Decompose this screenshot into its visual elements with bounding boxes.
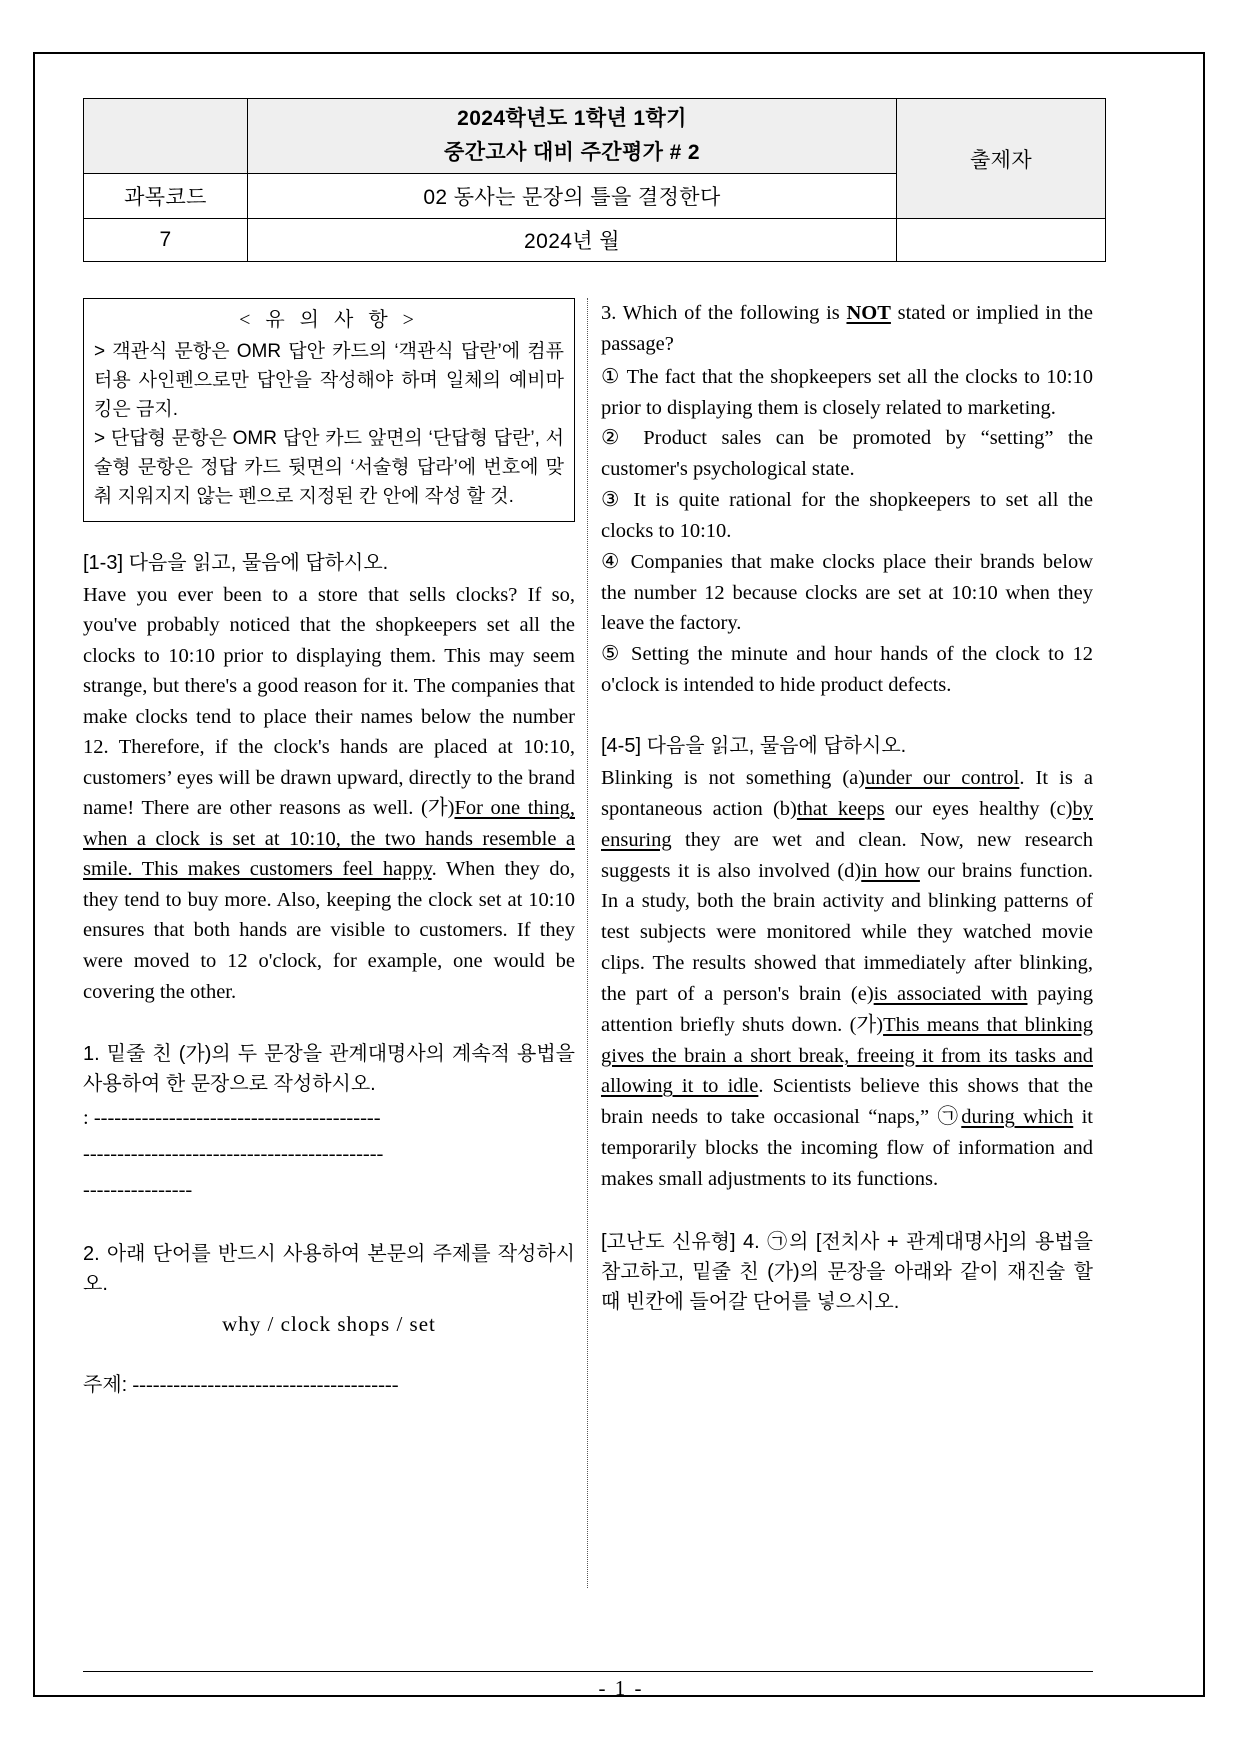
- p2-text-6: paying attention briefly shuts down.: [601, 982, 1093, 1036]
- question-4-text: [고난도 신유형] 4. ㉠의 [전치사 + 관계대명사]의 용법을 참고하고, 밑줄 친 (가)의 문장을 아래와 같이 재진술 할 때 빈칸에 들어갈 단어를 넣으시오.: [601, 1230, 1093, 1313]
- header-subject-title: 02 동사는 문장의 틀을 결정한다: [248, 174, 897, 219]
- q3-stem-not-keyword: NOT: [846, 302, 891, 324]
- notice-title: < 유 의 사 항 >: [239, 309, 419, 331]
- question-2-word-list: why / clock shops / set: [222, 1311, 436, 1336]
- reading-passage-2: [601, 763, 1093, 1195]
- header-subject-code-value: 7: [84, 219, 248, 262]
- instruction-4-5: [4-5] 다음을 읽고, 물음에 답하시오.: [601, 734, 907, 757]
- passage-underlined-ga: For one thing, when a clock is set at 10:10, the two hands resemble a smile. This makes customers feel happy: [83, 797, 575, 881]
- header-row-date: [84, 219, 1106, 262]
- header-blank-top-left: [84, 99, 248, 174]
- spacer-after-q3: [601, 701, 1093, 731]
- header-writer-value: [897, 219, 1106, 262]
- notice-item-1: > 객관식 문항은 OMR 답안 카드의 ‘객관식 답란’에 컴퓨터용 사인펜으로만 답안을 작성해야 하며 일체의 예비마킹은 금지.: [94, 341, 564, 421]
- answer-dash-line-3: ----------------: [83, 1178, 193, 1201]
- theme-label: 주제:: [83, 1373, 128, 1396]
- p2-label-c: (c): [1049, 797, 1073, 820]
- p2-label-ga: (가): [849, 1013, 884, 1036]
- passage-part-1: Have you ever been to a store that sells clocks? If so, you've probably noticed that the shopkeepers set all the clocks to 10:10 prior to displaying them. This may seem strange, but there's a good reason for it. The companies that make clocks tend to place their names below the number 12. Therefore, if the clock's hands are placed at 10:10, customers’ eyes will be drawn upward, directly to the brand name! There are other reasons as well.: [83, 583, 575, 820]
- p2-text-8: it temporarily blocks the incoming flow of information and makes small adjustments to its functions.: [601, 1106, 1094, 1190]
- p2-label-a: (a): [842, 766, 866, 789]
- page-frame: [33, 52, 1205, 1700]
- question-3-choice-2[interactable]: ② Product sales can be promoted by “setting” the customer's psychological state.: [601, 427, 1093, 481]
- p2-text-2: . It is a spontaneous action: [601, 766, 1094, 820]
- right-column: [601, 298, 1093, 1618]
- header-exam-date: 2024년 월: [248, 219, 897, 262]
- p2-label-circled-1: ㉠: [937, 1106, 962, 1129]
- answer-colon: :: [83, 1107, 89, 1130]
- header-subject-code-label: 과목코드: [84, 174, 248, 219]
- column-divider: [587, 298, 588, 1588]
- theme-dash-line: ---------------------------------------: [132, 1373, 399, 1396]
- p2-text-4: they are wet and clean. Now, new research suggests it is also involved: [601, 828, 1093, 882]
- notice-box: [83, 298, 575, 522]
- notice-item-2: > 단답형 문항은 OMR 답안 카드 앞면의 ‘단답형 답란’, 서술형 문항은 정답 카드 뒷면의 ‘서술형 답라’에 번호에 맞춰 지워지지 않는 펜으로 지정된 칸 안에 작성 할 것.: [94, 428, 564, 507]
- answer-dash-line-2: --------------------------------------------: [83, 1142, 384, 1165]
- header-title-line1: 2024학년도 1학년 1학기: [457, 107, 687, 130]
- p2-label-d: (d): [837, 859, 862, 882]
- question-3-choice-3[interactable]: ③ It is quite rational for the shopkeepers to set all the clocks to 10:10.: [601, 489, 1093, 542]
- spacer-after-passage: [83, 1009, 575, 1039]
- question-3-choice-4[interactable]: ④ Companies that make clocks place their brands below the number 12 because clocks are set at 10:10 when they leave the factory.: [601, 550, 1093, 635]
- exam-header-table: [83, 98, 1106, 262]
- p2-underlined-a: under our control: [865, 766, 1020, 789]
- passage-marker-ga: (가): [420, 797, 455, 820]
- instruction-1-3: [1-3] 다음을 읽고, 물음에 답하시오.: [83, 551, 389, 574]
- p2-text-3: our eyes healthy: [884, 797, 1050, 820]
- question-2-theme-answer[interactable]: [83, 1370, 575, 1401]
- p2-text-5: our brains function. In a study, both the brain activity and blinking patterns of test subjects were monitored while they watched movie clips. The results showed that immediately after blinking, the part of a person's brain: [601, 859, 1093, 1005]
- spacer-after-passage-2: [601, 1197, 1093, 1227]
- q3-stem-post: stated or implied in the passage?: [601, 302, 1094, 355]
- header-row-title: [84, 99, 1106, 174]
- p2-underlined-d: in how: [861, 859, 920, 882]
- question-2-text: 2. 아래 단어를 반드시 사용하여 본문의 주제를 작성하시오.: [83, 1242, 575, 1295]
- p2-underlined-e: is associated with: [873, 982, 1028, 1005]
- header-writer-label: 출제자: [897, 99, 1106, 219]
- p2-underlined-ga: This means that blinking gives the brain a short break, freeing it from its tasks and allowing it to idle: [601, 1013, 1093, 1098]
- q3-stem-pre: 3. Which of the following is: [601, 302, 847, 324]
- spacer-after-q1: [83, 1209, 575, 1239]
- question-1-text: 1. 밑줄 친 (가)의 두 문장을 관계대명사의 계속적 용법을 사용하여 한 문장으로 작성하시오.: [83, 1043, 575, 1096]
- reading-passage-1: [83, 580, 575, 1007]
- p2-text-7: . Scientists believe this shows that the brain needs to take occasional “naps,”: [601, 1075, 1093, 1129]
- header-exam-title: [248, 99, 897, 174]
- question-3-stem: [601, 298, 1093, 360]
- p2-underlined-b: that keeps: [796, 797, 885, 820]
- p2-text-1: Blinking is not something: [601, 766, 843, 789]
- two-column-body: [83, 298, 1093, 1618]
- question-3-choice-1[interactable]: ① The fact that the shopkeepers set all the clocks to 10:10 prior to displaying them is closely related to marketing.: [601, 365, 1093, 419]
- p2-label-b: (b): [772, 797, 797, 820]
- footer-divider: [83, 1671, 1093, 1672]
- header-title-line2: 중간고사 대비 주간평가 # 2: [444, 141, 700, 165]
- passage-part-2: . When they do, they tend to buy more. Also, keeping the clock set at 10:10 ensures that both hands are visible to customers. If they were moved to 12 o'clock, for example, one would be covering the other.: [83, 858, 576, 1003]
- answer-dash-line-1: ------------------------------------------: [93, 1107, 381, 1130]
- question-1-answer-area[interactable]: [83, 1101, 575, 1209]
- left-column: [83, 298, 575, 1618]
- p2-label-e: (e): [850, 982, 874, 1005]
- question-3-choice-5[interactable]: ⑤ Setting the minute and hour hands of the clock to 12 o'clock is intended to hide product defects.: [601, 643, 1093, 697]
- page-number: - 1 -: [598, 1676, 644, 1700]
- page-content: [83, 98, 1093, 1658]
- p2-underlined-during-which: during which: [961, 1106, 1074, 1129]
- p2-underlined-c: by ensuring: [601, 797, 1093, 851]
